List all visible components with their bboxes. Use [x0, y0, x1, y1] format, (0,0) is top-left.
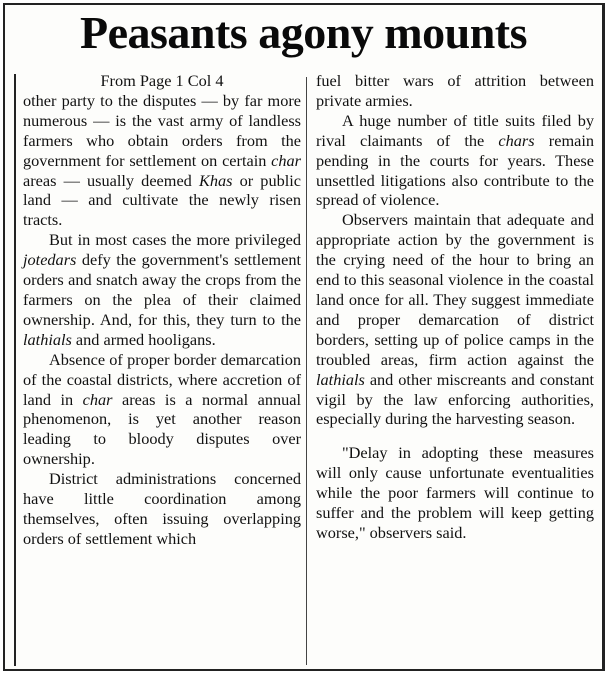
italic-term: Khas: [198, 170, 233, 190]
italic-term: char: [271, 150, 301, 170]
right-paragraph-2: A huge number of title suits filed by rival claimants of the chars remain pending in the courts for years. These unsettled litigations also contribute to the spread of violence.: [316, 110, 594, 210]
right-paragraph-4: "Delay in adopting these measures will only cause unfortunate eventualities while the poor farmers will continue to suffer and the problem will keep getting worse," observers said.: [316, 443, 594, 542]
left-paragraph-3: Absence of proper border demarcation of the coastal districts, where accretion of land in char areas is a normal annual phenomenon, is yet another reason leading to bloody disputes over ownership.: [23, 349, 301, 469]
jump-line: From Page 1 Col 4: [100, 71, 224, 90]
column-divider: [306, 77, 307, 665]
headline: Peasants agony mounts: [79, 7, 527, 58]
right-paragraph-3: Observers maintain that adequate and appropriate action by the government is the crying need of the hour to bring an end to this seasonal violence in the coastal land once for all. They suggest immediate and proper demarcation of district borders, setting up of police camps in the troubled areas, firm action against the lathials and other miscreants and constant vigil by the law enforcing authorities, especially during the harvesting season.: [316, 210, 594, 429]
left-rule: [14, 74, 16, 666]
left-paragraph-2: But in most cases the more privileged jotedars defy the government's settlement orders and snatch away the crops from the farmers on the plea of their claimed ownership. And, for this, they turn to the lathials and armed hooligans.: [23, 230, 301, 349]
italic-term: chars: [498, 130, 535, 150]
italic-term: lathials: [23, 329, 72, 349]
left-paragraph-4: District administrations concerned have little coordination among themselves, often issuing overlapping orders of settlement which: [23, 469, 301, 548]
italic-term: lathials: [316, 369, 365, 389]
italic-term: jotedars: [23, 250, 77, 270]
right-paragraph-1: fuel bitter wars of attrition between private armies.: [316, 71, 594, 110]
left-column: [23, 71, 301, 549]
right-column: [316, 71, 594, 543]
left-paragraph-1: other party to the disputes — by far more numerous — is the vast army of landless farmers who obtain orders from the government for settlement on certain char areas — usually deemed Khas or public land — and cultivate the newly risen tracts.: [23, 90, 302, 230]
newspaper-clipping: [3, 3, 605, 671]
italic-term: char: [82, 389, 113, 409]
